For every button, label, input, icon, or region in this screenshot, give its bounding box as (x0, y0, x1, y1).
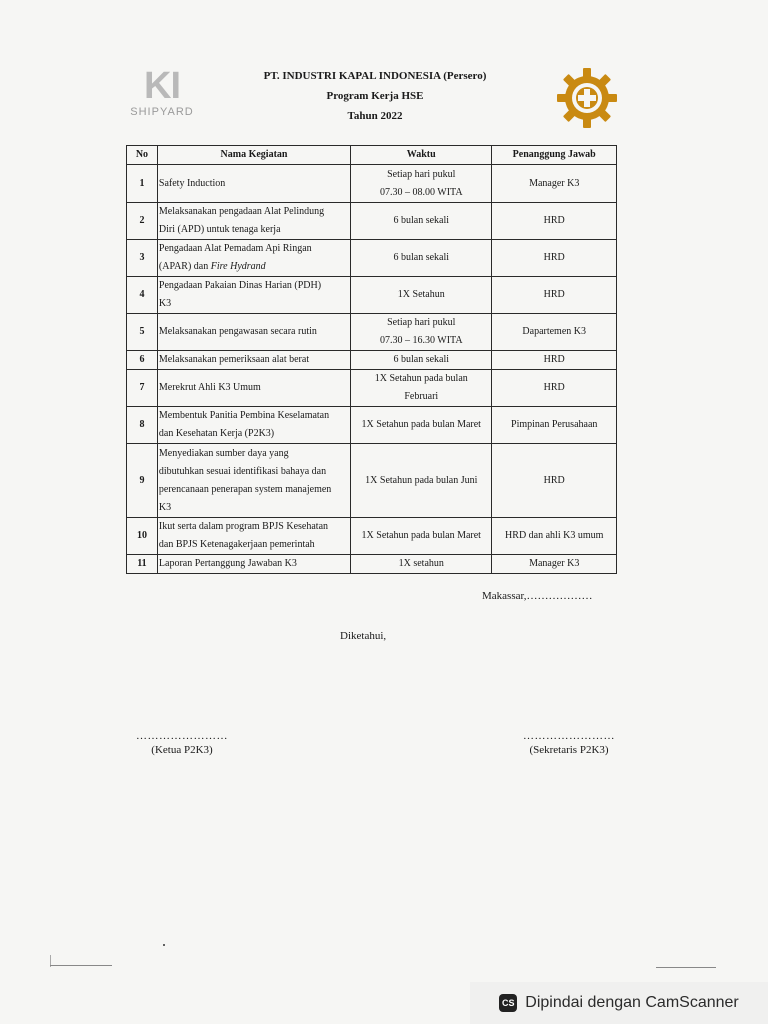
signing-place: Makassar,……………… (482, 590, 593, 602)
signature-line: …………………… (136, 730, 228, 742)
name-line: dan Kesehatan Kerja (P2K3) (158, 428, 275, 439)
camscanner-icon: CS (499, 994, 517, 1012)
time-line: Februari (404, 391, 439, 402)
page-edge-bottom-right (656, 967, 716, 968)
table-row (127, 314, 617, 351)
col-header-pj: Penanggung Jawab (492, 146, 617, 165)
row-number: 10 (127, 518, 158, 555)
program-year: Tahun 2022 (347, 110, 403, 122)
activity-name: Laporan Pertanggung Jawaban K3 (157, 555, 350, 574)
activity-time (351, 165, 492, 203)
table-row (127, 165, 617, 203)
activity-name: Melaksanakan pengawasan secara rutin (157, 314, 350, 351)
ki-logo-subtitle: SHIPYARD (130, 106, 194, 118)
hse-program-table (126, 145, 617, 574)
signatory-title: (Ketua P2K3) (151, 744, 213, 756)
name-line: K3 (158, 298, 172, 309)
name-line: Menyediakan sumber daya yang (158, 447, 289, 459)
row-number: 7 (127, 370, 158, 407)
scan-speck (163, 944, 165, 946)
responsible-party: HRD (492, 370, 617, 407)
responsible-party: HRD (492, 240, 617, 277)
row-number: 1 (127, 165, 158, 203)
activity-time: 1X Setahun pada bulan Maret (351, 407, 492, 444)
camscanner-watermark (470, 982, 768, 1024)
name-italic: Fire Hydrand (210, 261, 266, 272)
signatory-title: (Sekretaris P2K3) (529, 744, 609, 756)
activity-name (157, 277, 350, 314)
col-header-nama: Nama Kegiatan (157, 146, 350, 165)
name-line: Pengadaan Pakaian Dinas Harian (PDH) (158, 280, 322, 291)
activity-time: 1X Setahun pada bulan Juni (351, 444, 492, 518)
activity-name (157, 518, 350, 555)
activity-name (157, 407, 350, 444)
name-line: dibutuhkan sesuai identifikasi bahaya dan (158, 465, 327, 477)
company-name: PT. INDUSTRI KAPAL INDONESIA (Persero) (263, 70, 487, 82)
responsible-party: Dapartemen K3 (492, 314, 617, 351)
row-number: 2 (127, 203, 158, 240)
row-number: 6 (127, 351, 158, 370)
document-header (230, 66, 520, 126)
responsible-party: HRD (492, 203, 617, 240)
activity-time (351, 314, 492, 351)
responsible-party: HRD (492, 277, 617, 314)
table-row (127, 444, 617, 518)
name-line: Pengadaan Alat Pemadam Api Ringan (158, 243, 312, 254)
responsible-party: HRD (492, 351, 617, 370)
responsible-party: Manager K3 (492, 165, 617, 203)
table-row (127, 240, 617, 277)
responsible-party: HRD dan ahli K3 umum (492, 518, 617, 555)
activity-name: Safety Induction (157, 165, 350, 203)
table-row (127, 370, 617, 407)
program-title: Program Kerja HSE (326, 90, 424, 102)
time-line: 07.30 – 08.00 WITA (379, 186, 463, 198)
row-number: 8 (127, 407, 158, 444)
time-line: Setiap hari pukul (387, 317, 456, 328)
table-row (127, 555, 617, 574)
ki-shipyard-logo (126, 66, 196, 122)
ki-logo-letters: KI (144, 65, 180, 107)
activity-time: 6 bulan sekali (351, 240, 492, 277)
activity-time: 6 bulan sekali (351, 351, 492, 370)
activity-name: Merekrut Ahli K3 Umum (157, 370, 350, 407)
activity-time (351, 370, 492, 407)
activity-time: 6 bulan sekali (351, 203, 492, 240)
time-line: 1X Setahun pada bulan (374, 373, 468, 384)
name-line: Melaksanakan pengadaan Alat Pelindung (158, 206, 325, 217)
page-edge-bottom-left (50, 965, 112, 966)
table-row (127, 518, 617, 555)
responsible-party: Pimpinan Perusahaan (492, 407, 617, 444)
name-line: Diri (APD) untuk tenaga kerja (158, 224, 281, 235)
responsible-party: HRD (492, 444, 617, 518)
activity-name: Melaksanakan pemeriksaan alat berat (157, 351, 350, 370)
name-part: (APAR) dan (158, 261, 211, 272)
col-header-waktu: Waktu (351, 146, 492, 165)
activity-name (157, 203, 350, 240)
table-row (127, 407, 617, 444)
table-row (127, 351, 617, 370)
signature-line: …………………… (523, 730, 615, 742)
activity-time: 1X Setahun (351, 277, 492, 314)
table-row (127, 277, 617, 314)
row-number: 9 (127, 444, 158, 518)
time-line: Setiap hari pukul (387, 168, 456, 180)
row-number: 3 (127, 240, 158, 277)
col-header-no: No (127, 146, 158, 165)
watermark-text: Dipindai dengan CamScanner (525, 994, 739, 1011)
row-number: 4 (127, 277, 158, 314)
activity-name (157, 240, 350, 277)
name-line: Ikut serta dalam program BPJS Kesehatan (158, 521, 329, 532)
name-line: K3 (158, 501, 172, 513)
table-row (127, 203, 617, 240)
name-line: Membentuk Panitia Pembina Keselamatan (158, 410, 330, 421)
signature-left (136, 730, 228, 757)
signature-right (520, 730, 618, 757)
row-number: 11 (127, 555, 158, 574)
table-header-row (127, 146, 617, 165)
gear-cross-emblem-icon (555, 66, 619, 130)
time-line: 07.30 – 16.30 WITA (379, 335, 463, 346)
activity-name (157, 444, 350, 518)
row-number: 5 (127, 314, 158, 351)
acknowledged-label: Diketahui, (340, 630, 387, 642)
activity-time: 1X Setahun pada bulan Maret (351, 518, 492, 555)
name-line (159, 258, 349, 276)
name-line: dan BPJS Ketenagakerjaan pemerintah (158, 539, 315, 550)
name-line: perencanaan penerapan system manajemen (158, 483, 332, 495)
responsible-party: Manager K3 (492, 555, 617, 574)
activity-time: 1X setahun (351, 555, 492, 574)
